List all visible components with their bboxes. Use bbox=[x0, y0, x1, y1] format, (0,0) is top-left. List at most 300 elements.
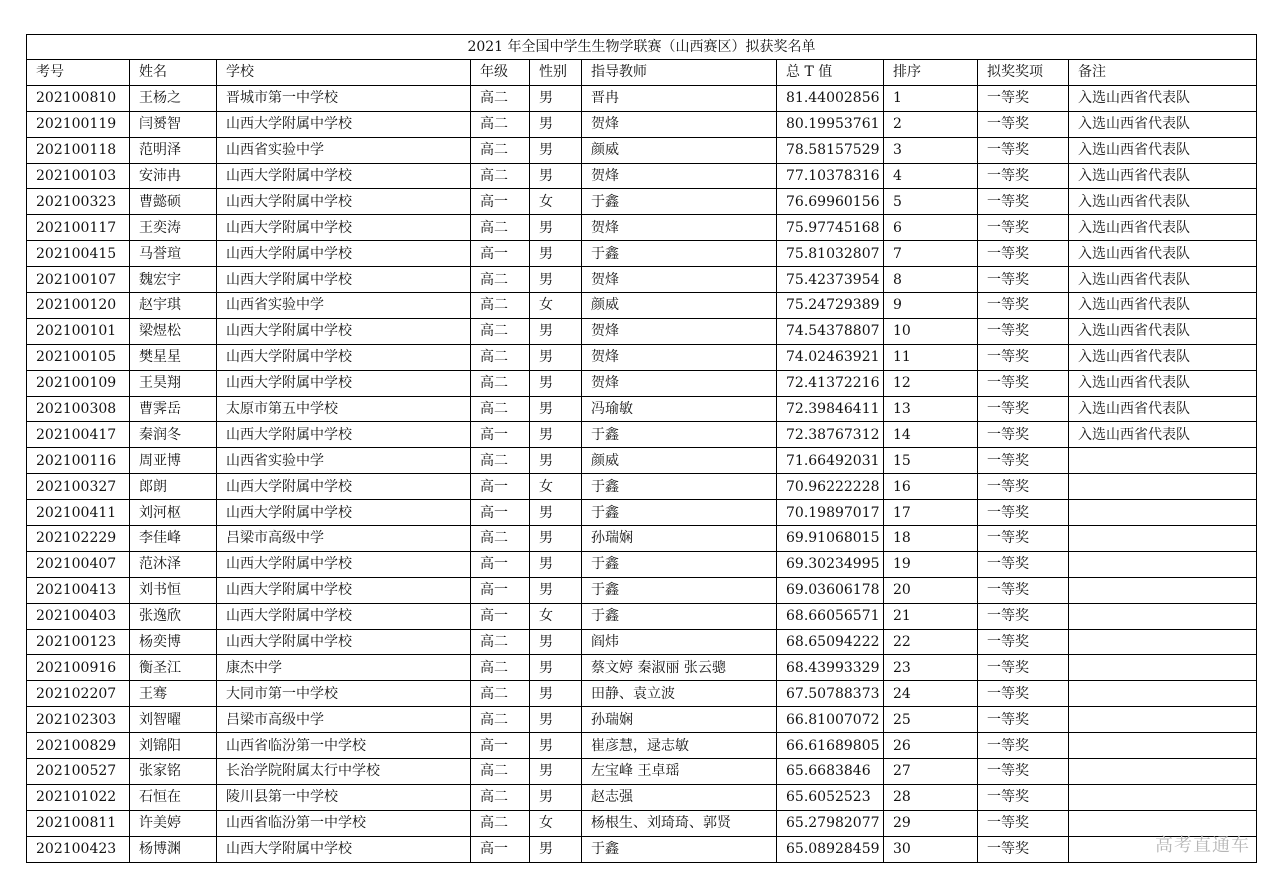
cell-student-name: 安沛冉 bbox=[130, 163, 217, 189]
cell-rank: 7 bbox=[884, 241, 978, 267]
cell-teacher: 贺烽 bbox=[582, 215, 777, 241]
cell-total-t-score: 78.58157529 bbox=[777, 137, 884, 163]
cell-exam-number: 202102303 bbox=[27, 707, 130, 733]
table-row bbox=[27, 474, 1257, 500]
cell-exam-number: 202100101 bbox=[27, 318, 130, 344]
cell-gender: 男 bbox=[530, 681, 582, 707]
cell-school: 山西省临汾第一中学校 bbox=[217, 733, 471, 759]
cell-rank: 1 bbox=[884, 85, 978, 111]
cell-rank: 28 bbox=[884, 784, 978, 810]
cell-grade: 高二 bbox=[471, 267, 530, 293]
cell-total-t-score: 77.10378316 bbox=[777, 163, 884, 189]
cell-gender: 男 bbox=[530, 577, 582, 603]
cell-teacher: 于鑫 bbox=[582, 551, 777, 577]
cell-student-name: 郎朗 bbox=[130, 474, 217, 500]
cell-exam-number: 202100407 bbox=[27, 551, 130, 577]
cell-total-t-score: 67.50788373 bbox=[777, 681, 884, 707]
cell-total-t-score: 65.27982077 bbox=[777, 810, 884, 836]
cell-rank: 2 bbox=[884, 111, 978, 137]
cell-rank: 14 bbox=[884, 422, 978, 448]
cell-rank: 6 bbox=[884, 215, 978, 241]
cell-teacher: 阎炜 bbox=[582, 629, 777, 655]
cell-student-name: 曹霁岳 bbox=[130, 396, 217, 422]
cell-total-t-score: 69.03606178 bbox=[777, 577, 884, 603]
cell-grade: 高二 bbox=[471, 318, 530, 344]
cell-gender: 男 bbox=[530, 318, 582, 344]
cell-award: 一等奖 bbox=[978, 551, 1069, 577]
cell-award: 一等奖 bbox=[978, 370, 1069, 396]
cell-school: 山西大学附属中学校 bbox=[217, 474, 471, 500]
cell-teacher: 于鑫 bbox=[582, 577, 777, 603]
table-row bbox=[27, 681, 1257, 707]
cell-teacher: 贺烽 bbox=[582, 163, 777, 189]
cell-remarks bbox=[1069, 603, 1257, 629]
cell-gender: 男 bbox=[530, 655, 582, 681]
cell-award: 一等奖 bbox=[978, 215, 1069, 241]
header-total-t-score: 总 T 值 bbox=[777, 60, 884, 86]
cell-rank: 17 bbox=[884, 500, 978, 526]
cell-gender: 男 bbox=[530, 111, 582, 137]
cell-rank: 20 bbox=[884, 577, 978, 603]
cell-gender: 男 bbox=[530, 422, 582, 448]
cell-remarks bbox=[1069, 500, 1257, 526]
cell-total-t-score: 68.66056571 bbox=[777, 603, 884, 629]
cell-award: 一等奖 bbox=[978, 655, 1069, 681]
cell-exam-number: 202100411 bbox=[27, 500, 130, 526]
cell-gender: 男 bbox=[530, 163, 582, 189]
cell-remarks: 入选山西省代表队 bbox=[1069, 215, 1257, 241]
cell-student-name: 闫赟智 bbox=[130, 111, 217, 137]
table-row bbox=[27, 810, 1257, 836]
cell-school: 山西大学附属中学校 bbox=[217, 318, 471, 344]
cell-school: 山西大学附属中学校 bbox=[217, 344, 471, 370]
cell-school: 山西大学附属中学校 bbox=[217, 370, 471, 396]
cell-award: 一等奖 bbox=[978, 577, 1069, 603]
cell-award: 一等奖 bbox=[978, 836, 1069, 862]
cell-grade: 高二 bbox=[471, 215, 530, 241]
cell-total-t-score: 66.61689805 bbox=[777, 733, 884, 759]
cell-school: 山西大学附属中学校 bbox=[217, 577, 471, 603]
cell-remarks: 入选山西省代表队 bbox=[1069, 137, 1257, 163]
cell-exam-number: 202100118 bbox=[27, 137, 130, 163]
table-row bbox=[27, 526, 1257, 552]
cell-student-name: 许美婷 bbox=[130, 810, 217, 836]
table-row bbox=[27, 448, 1257, 474]
cell-school: 大同市第一中学校 bbox=[217, 681, 471, 707]
cell-gender: 男 bbox=[530, 344, 582, 370]
cell-exam-number: 202100308 bbox=[27, 396, 130, 422]
cell-student-name: 梁煜松 bbox=[130, 318, 217, 344]
cell-school: 山西大学附属中学校 bbox=[217, 551, 471, 577]
table-row bbox=[27, 396, 1257, 422]
cell-remarks bbox=[1069, 526, 1257, 552]
cell-remarks bbox=[1069, 784, 1257, 810]
cell-grade: 高二 bbox=[471, 111, 530, 137]
cell-school: 长治学院附属太行中学校 bbox=[217, 759, 471, 785]
cell-total-t-score: 81.44002856 bbox=[777, 85, 884, 111]
cell-total-t-score: 72.39846411 bbox=[777, 396, 884, 422]
table-row bbox=[27, 215, 1257, 241]
cell-gender: 男 bbox=[530, 267, 582, 293]
cell-rank: 30 bbox=[884, 836, 978, 862]
header-award: 拟奖奖项 bbox=[978, 60, 1069, 86]
table-row bbox=[27, 163, 1257, 189]
cell-award: 一等奖 bbox=[978, 189, 1069, 215]
cell-gender: 男 bbox=[530, 526, 582, 552]
cell-exam-number: 202100119 bbox=[27, 111, 130, 137]
cell-rank: 5 bbox=[884, 189, 978, 215]
cell-award: 一等奖 bbox=[978, 707, 1069, 733]
cell-gender: 男 bbox=[530, 784, 582, 810]
cell-gender: 男 bbox=[530, 215, 582, 241]
cell-total-t-score: 75.42373954 bbox=[777, 267, 884, 293]
cell-remarks: 入选山西省代表队 bbox=[1069, 267, 1257, 293]
cell-grade: 高一 bbox=[471, 551, 530, 577]
table-row bbox=[27, 111, 1257, 137]
cell-exam-number: 202100829 bbox=[27, 733, 130, 759]
cell-school: 山西省临汾第一中学校 bbox=[217, 810, 471, 836]
header-remarks: 备注 bbox=[1069, 60, 1257, 86]
cell-award: 一等奖 bbox=[978, 344, 1069, 370]
cell-exam-number: 202100120 bbox=[27, 293, 130, 319]
document-title: 2021 年全国中学生生物学联赛（山西赛区）拟获奖名单 bbox=[26, 34, 1257, 59]
table-row bbox=[27, 707, 1257, 733]
cell-award: 一等奖 bbox=[978, 500, 1069, 526]
cell-rank: 8 bbox=[884, 267, 978, 293]
cell-teacher: 于鑫 bbox=[582, 241, 777, 267]
cell-total-t-score: 72.41372216 bbox=[777, 370, 884, 396]
cell-student-name: 王杨之 bbox=[130, 85, 217, 111]
cell-school: 山西省实验中学 bbox=[217, 137, 471, 163]
cell-gender: 男 bbox=[530, 836, 582, 862]
table-row bbox=[27, 629, 1257, 655]
cell-exam-number: 202100916 bbox=[27, 655, 130, 681]
cell-teacher: 孙瑞娴 bbox=[582, 707, 777, 733]
cell-exam-number: 202100116 bbox=[27, 448, 130, 474]
header-grade: 年级 bbox=[471, 60, 530, 86]
cell-remarks: 入选山西省代表队 bbox=[1069, 241, 1257, 267]
table-row bbox=[27, 344, 1257, 370]
cell-student-name: 刘锦阳 bbox=[130, 733, 217, 759]
cell-school: 山西大学附属中学校 bbox=[217, 500, 471, 526]
cell-grade: 高一 bbox=[471, 500, 530, 526]
cell-exam-number: 202100413 bbox=[27, 577, 130, 603]
cell-exam-number: 202100105 bbox=[27, 344, 130, 370]
cell-school: 山西大学附属中学校 bbox=[217, 267, 471, 293]
cell-total-t-score: 75.81032807 bbox=[777, 241, 884, 267]
cell-teacher: 于鑫 bbox=[582, 500, 777, 526]
cell-teacher: 贺烽 bbox=[582, 267, 777, 293]
cell-school: 山西大学附属中学校 bbox=[217, 189, 471, 215]
cell-exam-number: 202100323 bbox=[27, 189, 130, 215]
cell-gender: 女 bbox=[530, 603, 582, 629]
table-row bbox=[27, 137, 1257, 163]
cell-student-name: 张逸欣 bbox=[130, 603, 217, 629]
cell-grade: 高二 bbox=[471, 759, 530, 785]
cell-school: 山西大学附属中学校 bbox=[217, 111, 471, 137]
cell-total-t-score: 74.54378807 bbox=[777, 318, 884, 344]
cell-award: 一等奖 bbox=[978, 318, 1069, 344]
cell-total-t-score: 66.81007072 bbox=[777, 707, 884, 733]
cell-school: 康杰中学 bbox=[217, 655, 471, 681]
cell-total-t-score: 71.66492031 bbox=[777, 448, 884, 474]
cell-rank: 9 bbox=[884, 293, 978, 319]
cell-remarks: 入选山西省代表队 bbox=[1069, 293, 1257, 319]
cell-student-name: 周亚博 bbox=[130, 448, 217, 474]
cell-gender: 女 bbox=[530, 474, 582, 500]
cell-school: 陵川县第一中学校 bbox=[217, 784, 471, 810]
cell-grade: 高二 bbox=[471, 707, 530, 733]
cell-gender: 男 bbox=[530, 448, 582, 474]
table-row bbox=[27, 577, 1257, 603]
cell-teacher: 田静、袁立波 bbox=[582, 681, 777, 707]
cell-exam-number: 202100811 bbox=[27, 810, 130, 836]
cell-rank: 3 bbox=[884, 137, 978, 163]
cell-teacher: 杨根生、刘琦琦、郭贤 bbox=[582, 810, 777, 836]
cell-grade: 高二 bbox=[471, 810, 530, 836]
cell-exam-number: 202101022 bbox=[27, 784, 130, 810]
cell-student-name: 刘书恒 bbox=[130, 577, 217, 603]
cell-rank: 4 bbox=[884, 163, 978, 189]
cell-student-name: 樊星星 bbox=[130, 344, 217, 370]
cell-school: 山西大学附属中学校 bbox=[217, 629, 471, 655]
header-name: 姓名 bbox=[130, 60, 217, 86]
cell-award: 一等奖 bbox=[978, 85, 1069, 111]
cell-exam-number: 202100415 bbox=[27, 241, 130, 267]
cell-award: 一等奖 bbox=[978, 396, 1069, 422]
cell-remarks bbox=[1069, 655, 1257, 681]
cell-exam-number: 202100327 bbox=[27, 474, 130, 500]
cell-remarks bbox=[1069, 448, 1257, 474]
cell-student-name: 魏宏宇 bbox=[130, 267, 217, 293]
cell-award: 一等奖 bbox=[978, 448, 1069, 474]
cell-gender: 男 bbox=[530, 85, 582, 111]
table-row bbox=[27, 293, 1257, 319]
cell-award: 一等奖 bbox=[978, 629, 1069, 655]
cell-grade: 高一 bbox=[471, 474, 530, 500]
cell-total-t-score: 65.6052523 bbox=[777, 784, 884, 810]
cell-total-t-score: 72.38767312 bbox=[777, 422, 884, 448]
cell-rank: 21 bbox=[884, 603, 978, 629]
cell-total-t-score: 75.24729389 bbox=[777, 293, 884, 319]
cell-exam-number: 202100107 bbox=[27, 267, 130, 293]
cell-teacher: 于鑫 bbox=[582, 836, 777, 862]
cell-school: 山西大学附属中学校 bbox=[217, 422, 471, 448]
cell-grade: 高一 bbox=[471, 836, 530, 862]
cell-award: 一等奖 bbox=[978, 784, 1069, 810]
cell-exam-number: 202100117 bbox=[27, 215, 130, 241]
cell-total-t-score: 70.96222228 bbox=[777, 474, 884, 500]
header-gender: 性别 bbox=[530, 60, 582, 86]
cell-student-name: 杨博渊 bbox=[130, 836, 217, 862]
cell-remarks bbox=[1069, 733, 1257, 759]
cell-teacher: 孙瑞娴 bbox=[582, 526, 777, 552]
cell-rank: 11 bbox=[884, 344, 978, 370]
cell-total-t-score: 68.65094222 bbox=[777, 629, 884, 655]
cell-student-name: 刘智曜 bbox=[130, 707, 217, 733]
cell-gender: 男 bbox=[530, 370, 582, 396]
cell-teacher: 崔彦慧，逯志敏 bbox=[582, 733, 777, 759]
cell-remarks bbox=[1069, 474, 1257, 500]
cell-student-name: 刘河枢 bbox=[130, 500, 217, 526]
cell-teacher: 颜威 bbox=[582, 137, 777, 163]
cell-rank: 16 bbox=[884, 474, 978, 500]
cell-award: 一等奖 bbox=[978, 681, 1069, 707]
cell-teacher: 赵志强 bbox=[582, 784, 777, 810]
cell-grade: 高二 bbox=[471, 655, 530, 681]
cell-award: 一等奖 bbox=[978, 603, 1069, 629]
cell-remarks: 入选山西省代表队 bbox=[1069, 189, 1257, 215]
cell-total-t-score: 69.91068015 bbox=[777, 526, 884, 552]
cell-grade: 高二 bbox=[471, 85, 530, 111]
cell-award: 一等奖 bbox=[978, 810, 1069, 836]
cell-teacher: 蔡文婷 秦淑丽 张云骢 bbox=[582, 655, 777, 681]
cell-grade: 高二 bbox=[471, 681, 530, 707]
cell-remarks bbox=[1069, 551, 1257, 577]
cell-teacher: 于鑫 bbox=[582, 189, 777, 215]
cell-grade: 高二 bbox=[471, 448, 530, 474]
cell-teacher: 贺烽 bbox=[582, 318, 777, 344]
cell-grade: 高二 bbox=[471, 344, 530, 370]
cell-remarks bbox=[1069, 577, 1257, 603]
table-row bbox=[27, 551, 1257, 577]
cell-school: 山西大学附属中学校 bbox=[217, 603, 471, 629]
cell-gender: 男 bbox=[530, 396, 582, 422]
cell-student-name: 杨奕博 bbox=[130, 629, 217, 655]
cell-rank: 18 bbox=[884, 526, 978, 552]
cell-student-name: 李佳峰 bbox=[130, 526, 217, 552]
cell-school: 山西大学附属中学校 bbox=[217, 836, 471, 862]
cell-school: 山西大学附属中学校 bbox=[217, 241, 471, 267]
cell-remarks: 入选山西省代表队 bbox=[1069, 344, 1257, 370]
cell-rank: 27 bbox=[884, 759, 978, 785]
table-row bbox=[27, 422, 1257, 448]
cell-grade: 高二 bbox=[471, 784, 530, 810]
cell-rank: 25 bbox=[884, 707, 978, 733]
cell-student-name: 衡圣江 bbox=[130, 655, 217, 681]
cell-rank: 23 bbox=[884, 655, 978, 681]
cell-remarks bbox=[1069, 629, 1257, 655]
cell-remarks bbox=[1069, 681, 1257, 707]
cell-gender: 男 bbox=[530, 707, 582, 733]
cell-rank: 26 bbox=[884, 733, 978, 759]
header-rank: 排序 bbox=[884, 60, 978, 86]
table-row bbox=[27, 370, 1257, 396]
cell-school: 晋城市第一中学校 bbox=[217, 85, 471, 111]
cell-award: 一等奖 bbox=[978, 422, 1069, 448]
cell-exam-number: 202100103 bbox=[27, 163, 130, 189]
cell-total-t-score: 76.69960156 bbox=[777, 189, 884, 215]
cell-school: 吕梁市高级中学 bbox=[217, 526, 471, 552]
cell-student-name: 秦润冬 bbox=[130, 422, 217, 448]
cell-rank: 24 bbox=[884, 681, 978, 707]
cell-remarks bbox=[1069, 707, 1257, 733]
table-body bbox=[27, 85, 1257, 862]
cell-award: 一等奖 bbox=[978, 733, 1069, 759]
header-exam-number: 考号 bbox=[27, 60, 130, 86]
cell-exam-number: 202102229 bbox=[27, 526, 130, 552]
cell-teacher: 冯瑜敏 bbox=[582, 396, 777, 422]
table-row bbox=[27, 836, 1257, 862]
header-teacher: 指导教师 bbox=[582, 60, 777, 86]
cell-award: 一等奖 bbox=[978, 267, 1069, 293]
cell-school: 山西大学附属中学校 bbox=[217, 163, 471, 189]
table-row bbox=[27, 759, 1257, 785]
cell-gender: 男 bbox=[530, 759, 582, 785]
cell-award: 一等奖 bbox=[978, 111, 1069, 137]
cell-grade: 高二 bbox=[471, 137, 530, 163]
cell-remarks: 入选山西省代表队 bbox=[1069, 111, 1257, 137]
award-list-table bbox=[26, 34, 1257, 863]
cell-student-name: 张家铭 bbox=[130, 759, 217, 785]
cell-gender: 男 bbox=[530, 629, 582, 655]
cell-gender: 男 bbox=[530, 500, 582, 526]
cell-exam-number: 202100423 bbox=[27, 836, 130, 862]
cell-rank: 29 bbox=[884, 810, 978, 836]
cell-rank: 13 bbox=[884, 396, 978, 422]
cell-award: 一等奖 bbox=[978, 526, 1069, 552]
cell-student-name: 王奕涛 bbox=[130, 215, 217, 241]
cell-remarks: 入选山西省代表队 bbox=[1069, 85, 1257, 111]
cell-remarks: 入选山西省代表队 bbox=[1069, 422, 1257, 448]
cell-total-t-score: 74.02463921 bbox=[777, 344, 884, 370]
cell-total-t-score: 70.19897017 bbox=[777, 500, 884, 526]
cell-grade: 高一 bbox=[471, 189, 530, 215]
cell-award: 一等奖 bbox=[978, 241, 1069, 267]
cell-award: 一等奖 bbox=[978, 137, 1069, 163]
cell-student-name: 曹懿硕 bbox=[130, 189, 217, 215]
cell-teacher: 于鑫 bbox=[582, 603, 777, 629]
cell-teacher: 左宝峰 王卓瑶 bbox=[582, 759, 777, 785]
cell-rank: 12 bbox=[884, 370, 978, 396]
header-row bbox=[27, 60, 1257, 86]
cell-remarks: 入选山西省代表队 bbox=[1069, 163, 1257, 189]
table-row bbox=[27, 267, 1257, 293]
table-row bbox=[27, 784, 1257, 810]
cell-exam-number: 202100417 bbox=[27, 422, 130, 448]
cell-grade: 高一 bbox=[471, 241, 530, 267]
cell-teacher: 晋冉 bbox=[582, 85, 777, 111]
cell-teacher: 于鑫 bbox=[582, 422, 777, 448]
cell-school: 山西省实验中学 bbox=[217, 293, 471, 319]
cell-school: 吕梁市高级中学 bbox=[217, 707, 471, 733]
table-row bbox=[27, 85, 1257, 111]
cell-student-name: 范明泽 bbox=[130, 137, 217, 163]
cell-grade: 高一 bbox=[471, 577, 530, 603]
cell-total-t-score: 65.6683846 bbox=[777, 759, 884, 785]
cell-teacher: 颜威 bbox=[582, 448, 777, 474]
cell-gender: 男 bbox=[530, 241, 582, 267]
cell-grade: 高二 bbox=[471, 293, 530, 319]
cell-teacher: 于鑫 bbox=[582, 474, 777, 500]
cell-exam-number: 202100123 bbox=[27, 629, 130, 655]
cell-remarks: 入选山西省代表队 bbox=[1069, 370, 1257, 396]
cell-grade: 高二 bbox=[471, 163, 530, 189]
cell-grade: 高一 bbox=[471, 733, 530, 759]
cell-student-name: 范沐泽 bbox=[130, 551, 217, 577]
cell-student-name: 石恒在 bbox=[130, 784, 217, 810]
cell-teacher: 颜威 bbox=[582, 293, 777, 319]
cell-grade: 高二 bbox=[471, 526, 530, 552]
cell-teacher: 贺烽 bbox=[582, 370, 777, 396]
cell-school: 山西大学附属中学校 bbox=[217, 215, 471, 241]
cell-award: 一等奖 bbox=[978, 474, 1069, 500]
cell-total-t-score: 75.97745168 bbox=[777, 215, 884, 241]
cell-award: 一等奖 bbox=[978, 293, 1069, 319]
cell-award: 一等奖 bbox=[978, 759, 1069, 785]
table-row bbox=[27, 241, 1257, 267]
cell-remarks: 入选山西省代表队 bbox=[1069, 318, 1257, 344]
